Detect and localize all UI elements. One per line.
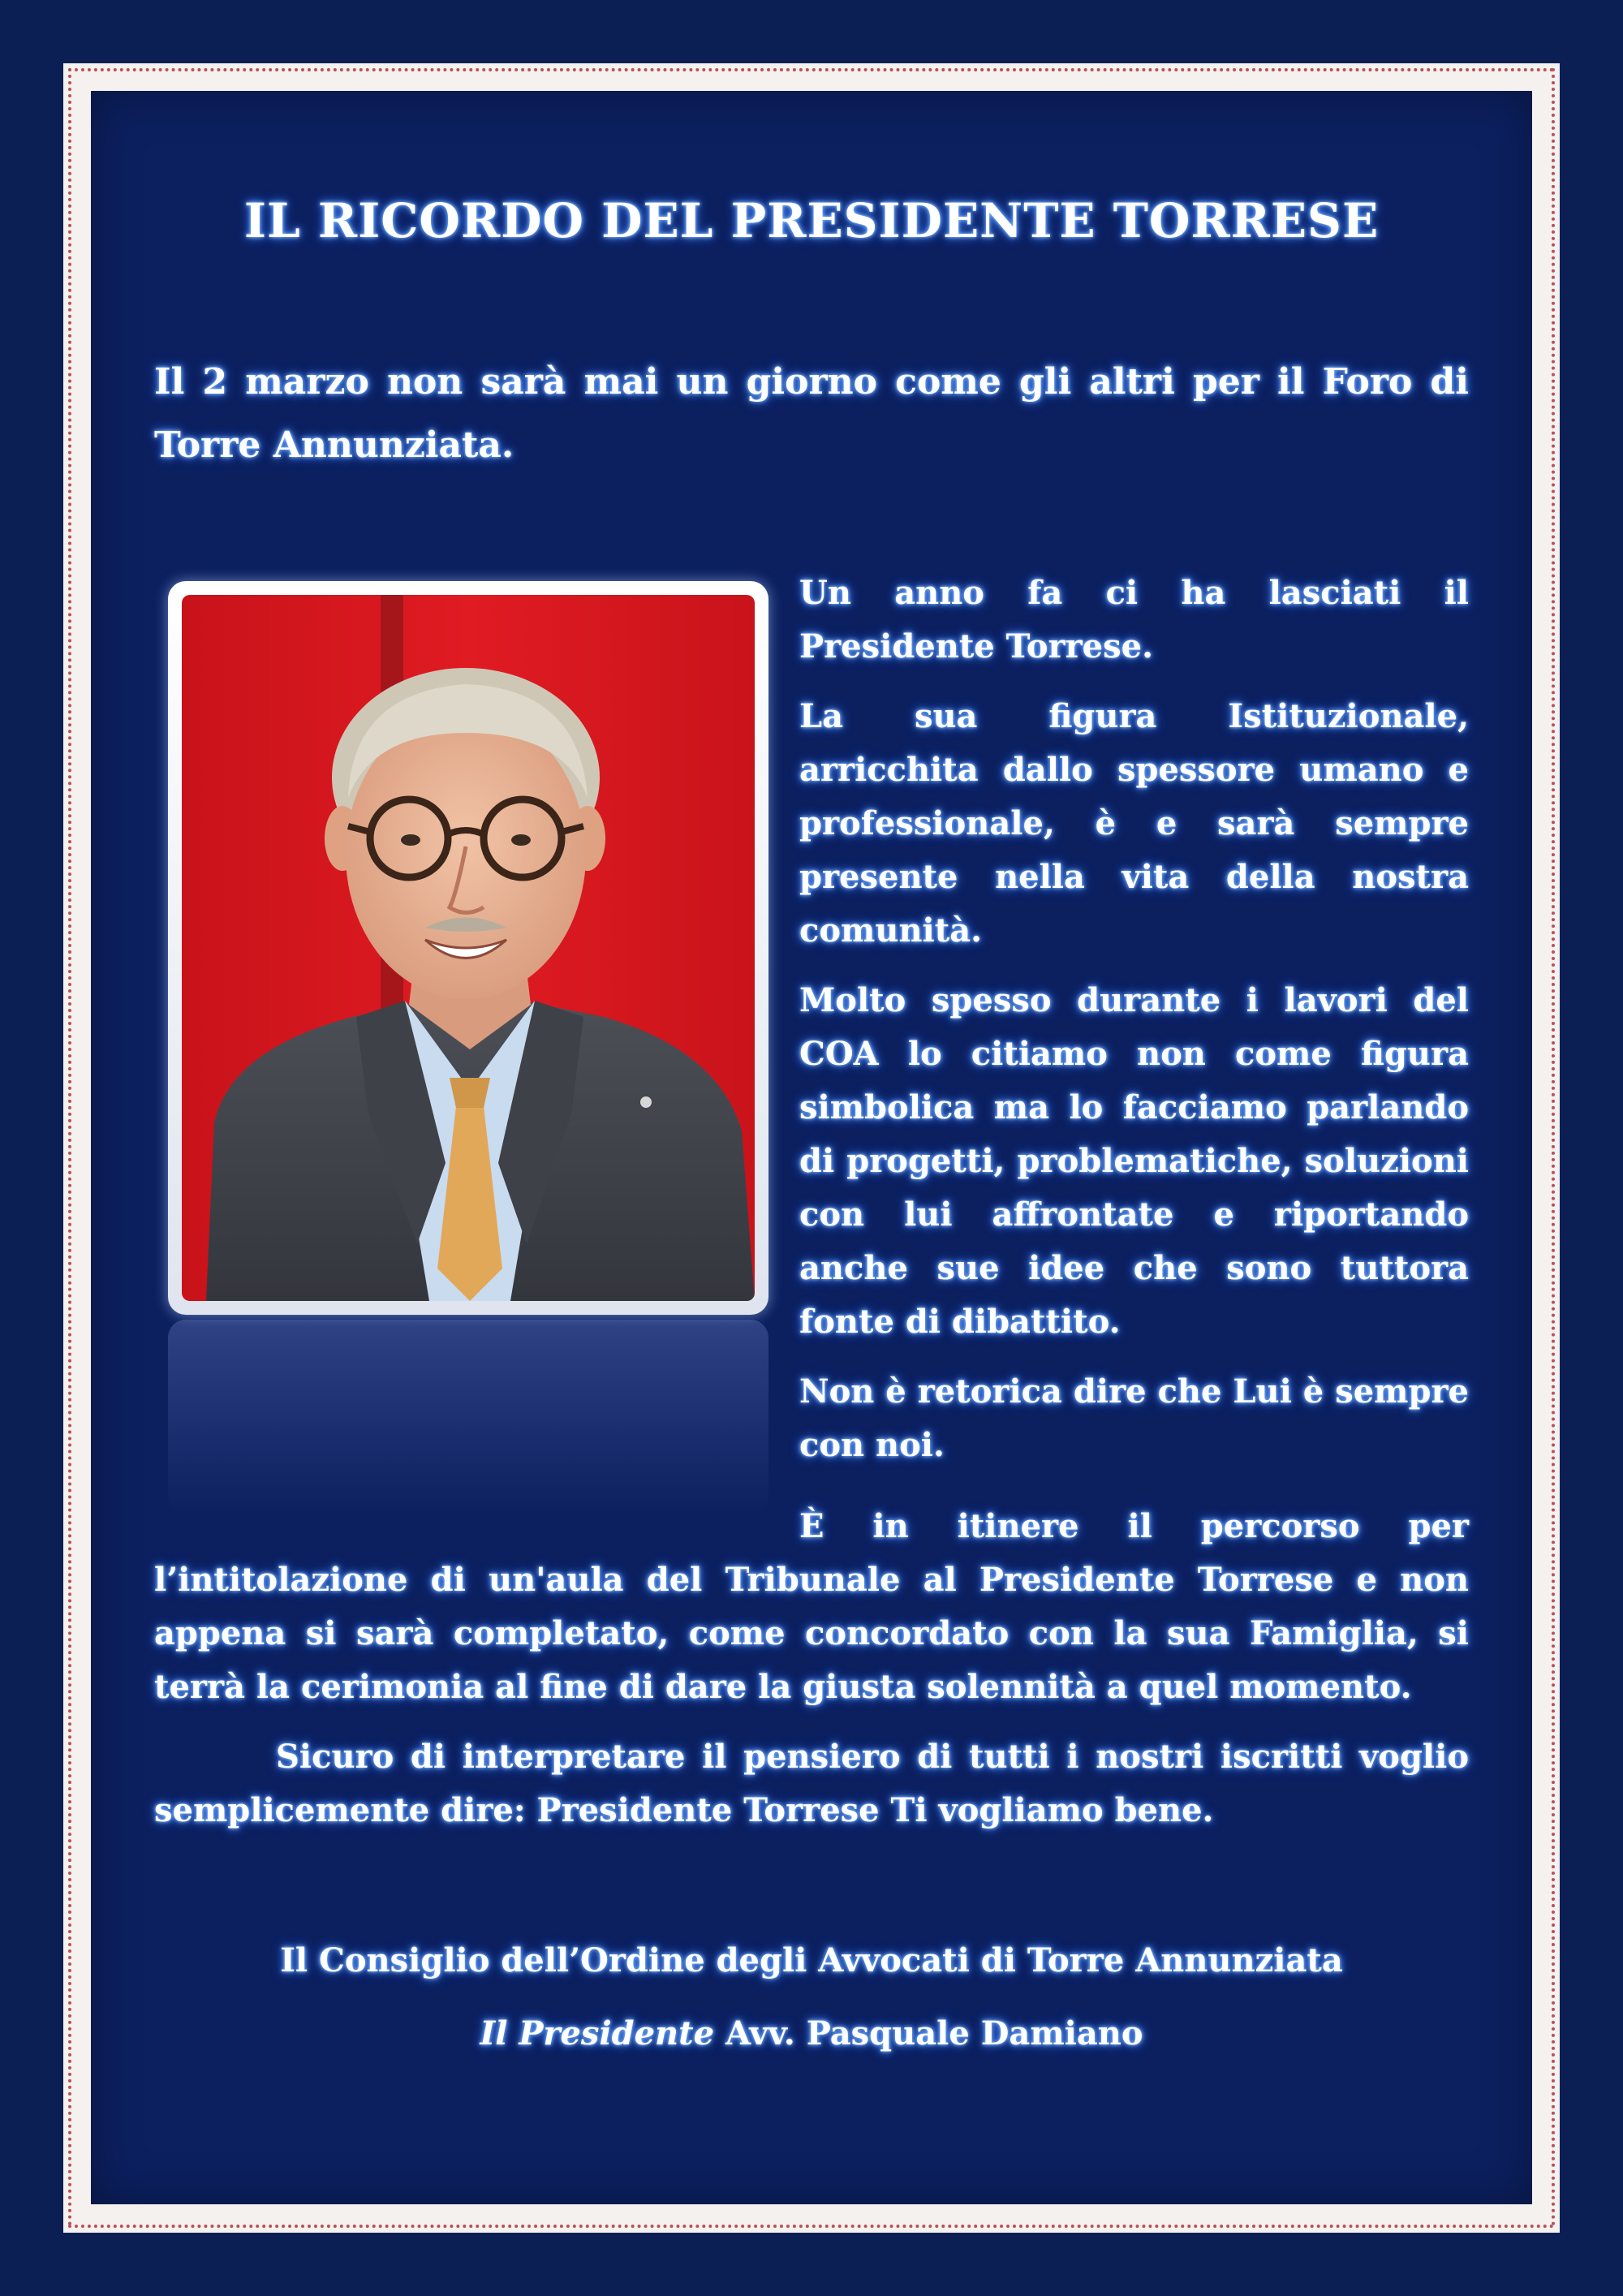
side-text-column [799, 566, 1469, 1488]
portrait-photo [182, 595, 755, 1301]
paragraph-always-with-us: Non è retorica dire che Lui è sempre con noi. [799, 1372, 1469, 1464]
paragraph-institutional-figure: La sua figura Istituzionale, arricchita dallo spessore umano e professionale, è e sarà sempre presente nella vita della nostra comunità. [799, 697, 1469, 950]
page-title: IL RICORDO DEL PRESIDENTE TORRESE [243, 193, 1380, 248]
paragraph-classroom-dedication: È in itinere il percorso per l’intitolazione di un'aula del Tribunale al Presidente Torrese e non appena si sarà completato, come concordato con la sua Famiglia, si terrà la cerimonia al fine di dare la giusta solennità a quel momento. [154, 1507, 1469, 1706]
portrait-frame [168, 581, 768, 1315]
signature-president [0, 2014, 1623, 2053]
signature-council: Il Consiglio dell’Ordine degli Avvocati di Torre Annunziata [280, 1941, 1343, 1979]
portrait-illustration [182, 595, 755, 1301]
paragraph-coa-work: Molto spesso durante i lavori del COA lo citiamo non come figura simbolica ma lo facciamo parlando di progetti, problematiche, soluzioni con lui affrontate e riportando anche sue idee che sono tuttora fonte di dibattito. [799, 981, 1469, 1341]
portrait-reflection [168, 1320, 768, 1514]
signature-name: Avv. Pasquale Damiano [725, 2014, 1143, 2053]
signature-role: Il Presidente [480, 2014, 715, 2053]
paragraph-closing: Sicuro di interpretare il pensiero di tutti i nostri iscritti voglio semplicemente dire: Presidente Torrese Ti vogliamo bene. [154, 1738, 1469, 1829]
intro-paragraph: Il 2 marzo non sarà mai un giorno come gli altri per il Foro di Torre Annunziata. [154, 361, 1469, 466]
paragraph-anniversary: Un anno fa ci ha lasciati il Presidente Torrese. [799, 574, 1469, 666]
